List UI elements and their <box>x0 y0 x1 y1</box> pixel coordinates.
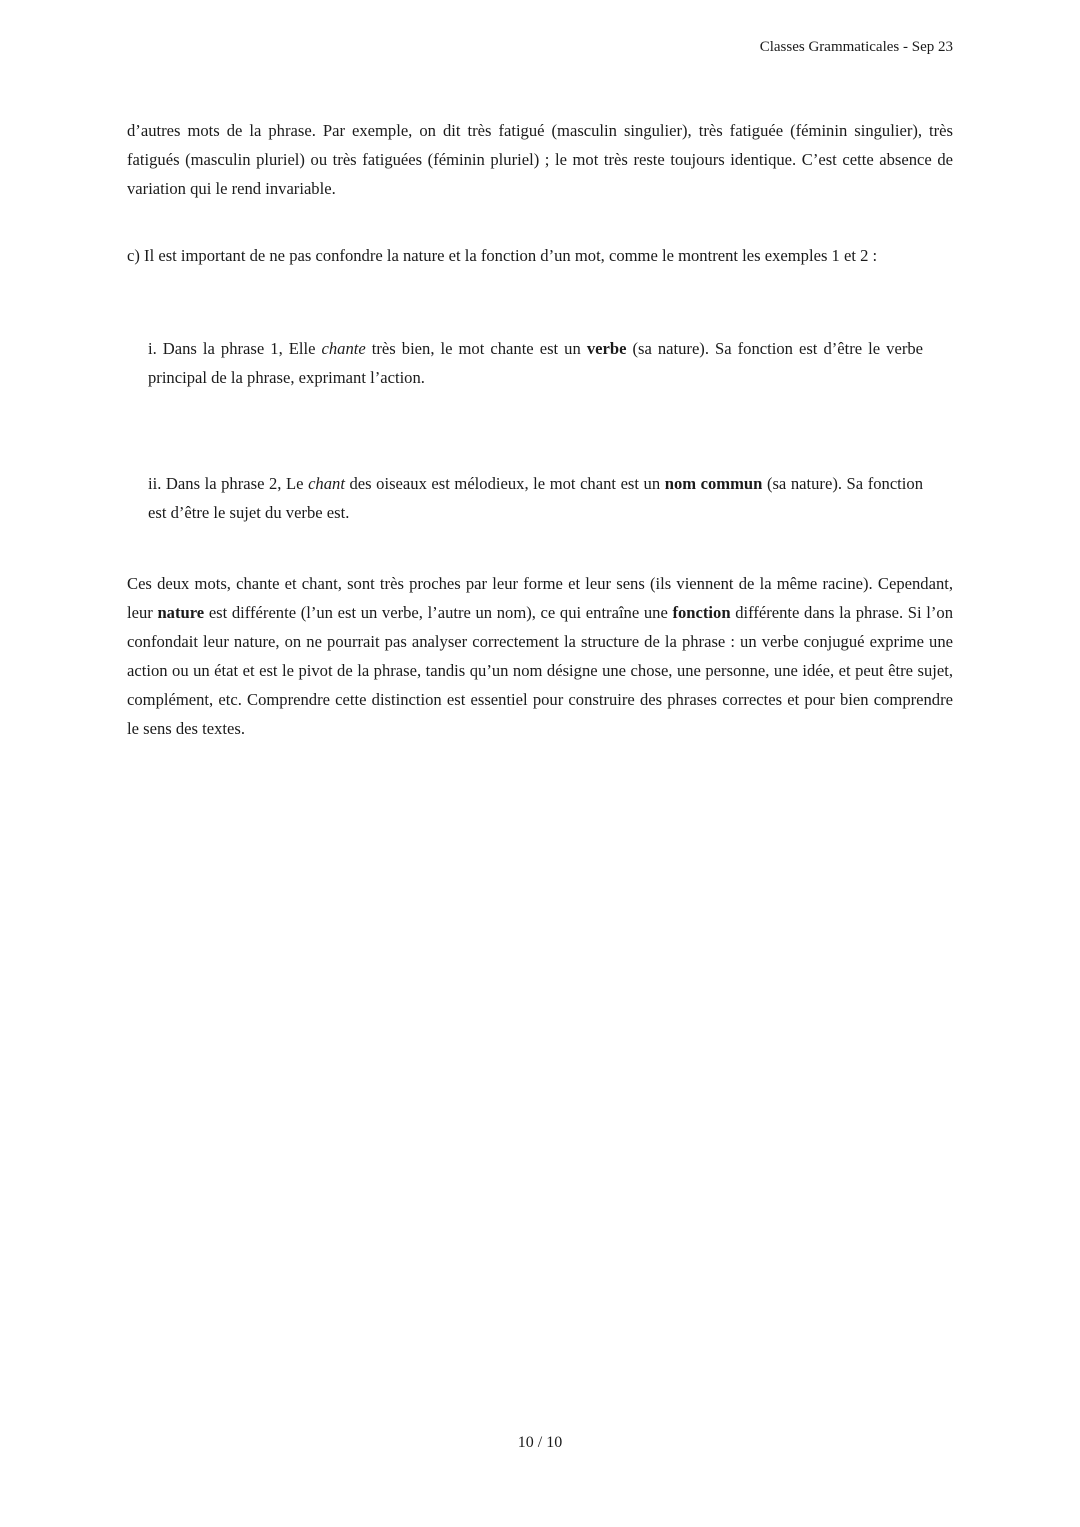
paragraph-invariable: d’autres mots de la phrase. Par exemple, on dit très fatigué (masculin singulier), très fatiguée (féminin singulier), très fatigués (masculin pluriel) ou très fatiguées (féminin pluriel) ; le mot très reste toujours identique. C’est cette absence de variation qui le rend invariable. <box>127 121 953 198</box>
page-header <box>127 37 953 57</box>
paragraph-conclusion: Ces deux mots, chante et chant, sont très proches par leur forme et leur sens (ils viennent de la même racine). Cependant, leur nature est différente (l’un est un verbe, l’autre un nom), ce qui entraîne une fonction différente dans la phrase. Si l’on confondait leur nature, on ne pourrait pas analyser correctement la structure de la phrase : un verbe conjugué exprime une action ou un état et est le pivot de la phrase, tandis qu’un nom désigne une chose, une personne, une idée, et peut être sujet, complément, etc. Comprendre cette distinction est essentiel pour construire des phrases correctes et pour bien comprendre le sens des textes. <box>127 574 954 738</box>
page-number: 10 / 10 <box>517 1434 563 1451</box>
paragraph-c-intro: c) Il est important de ne pas confondre la nature et la fonction d’un mot, comme le montrent les exemples 1 et 2 : <box>127 246 878 265</box>
document-body <box>127 116 953 743</box>
list-item-ii: ii. Dans la phrase 2, Le chant des oiseaux est mélodieux, le mot chant est un nom commun (sa nature). Sa fonction est d’être le sujet du verbe est. <box>148 474 924 522</box>
list-item-i: i. Dans la phrase 1, Elle chante très bien, le mot chante est un verbe (sa nature). Sa fonction est d’être le verbe principal de la phrase, exprimant l’action. <box>148 339 924 387</box>
header-title: Classes Grammaticales - Sep 23 <box>759 39 953 55</box>
page-footer <box>0 1433 1080 1453</box>
